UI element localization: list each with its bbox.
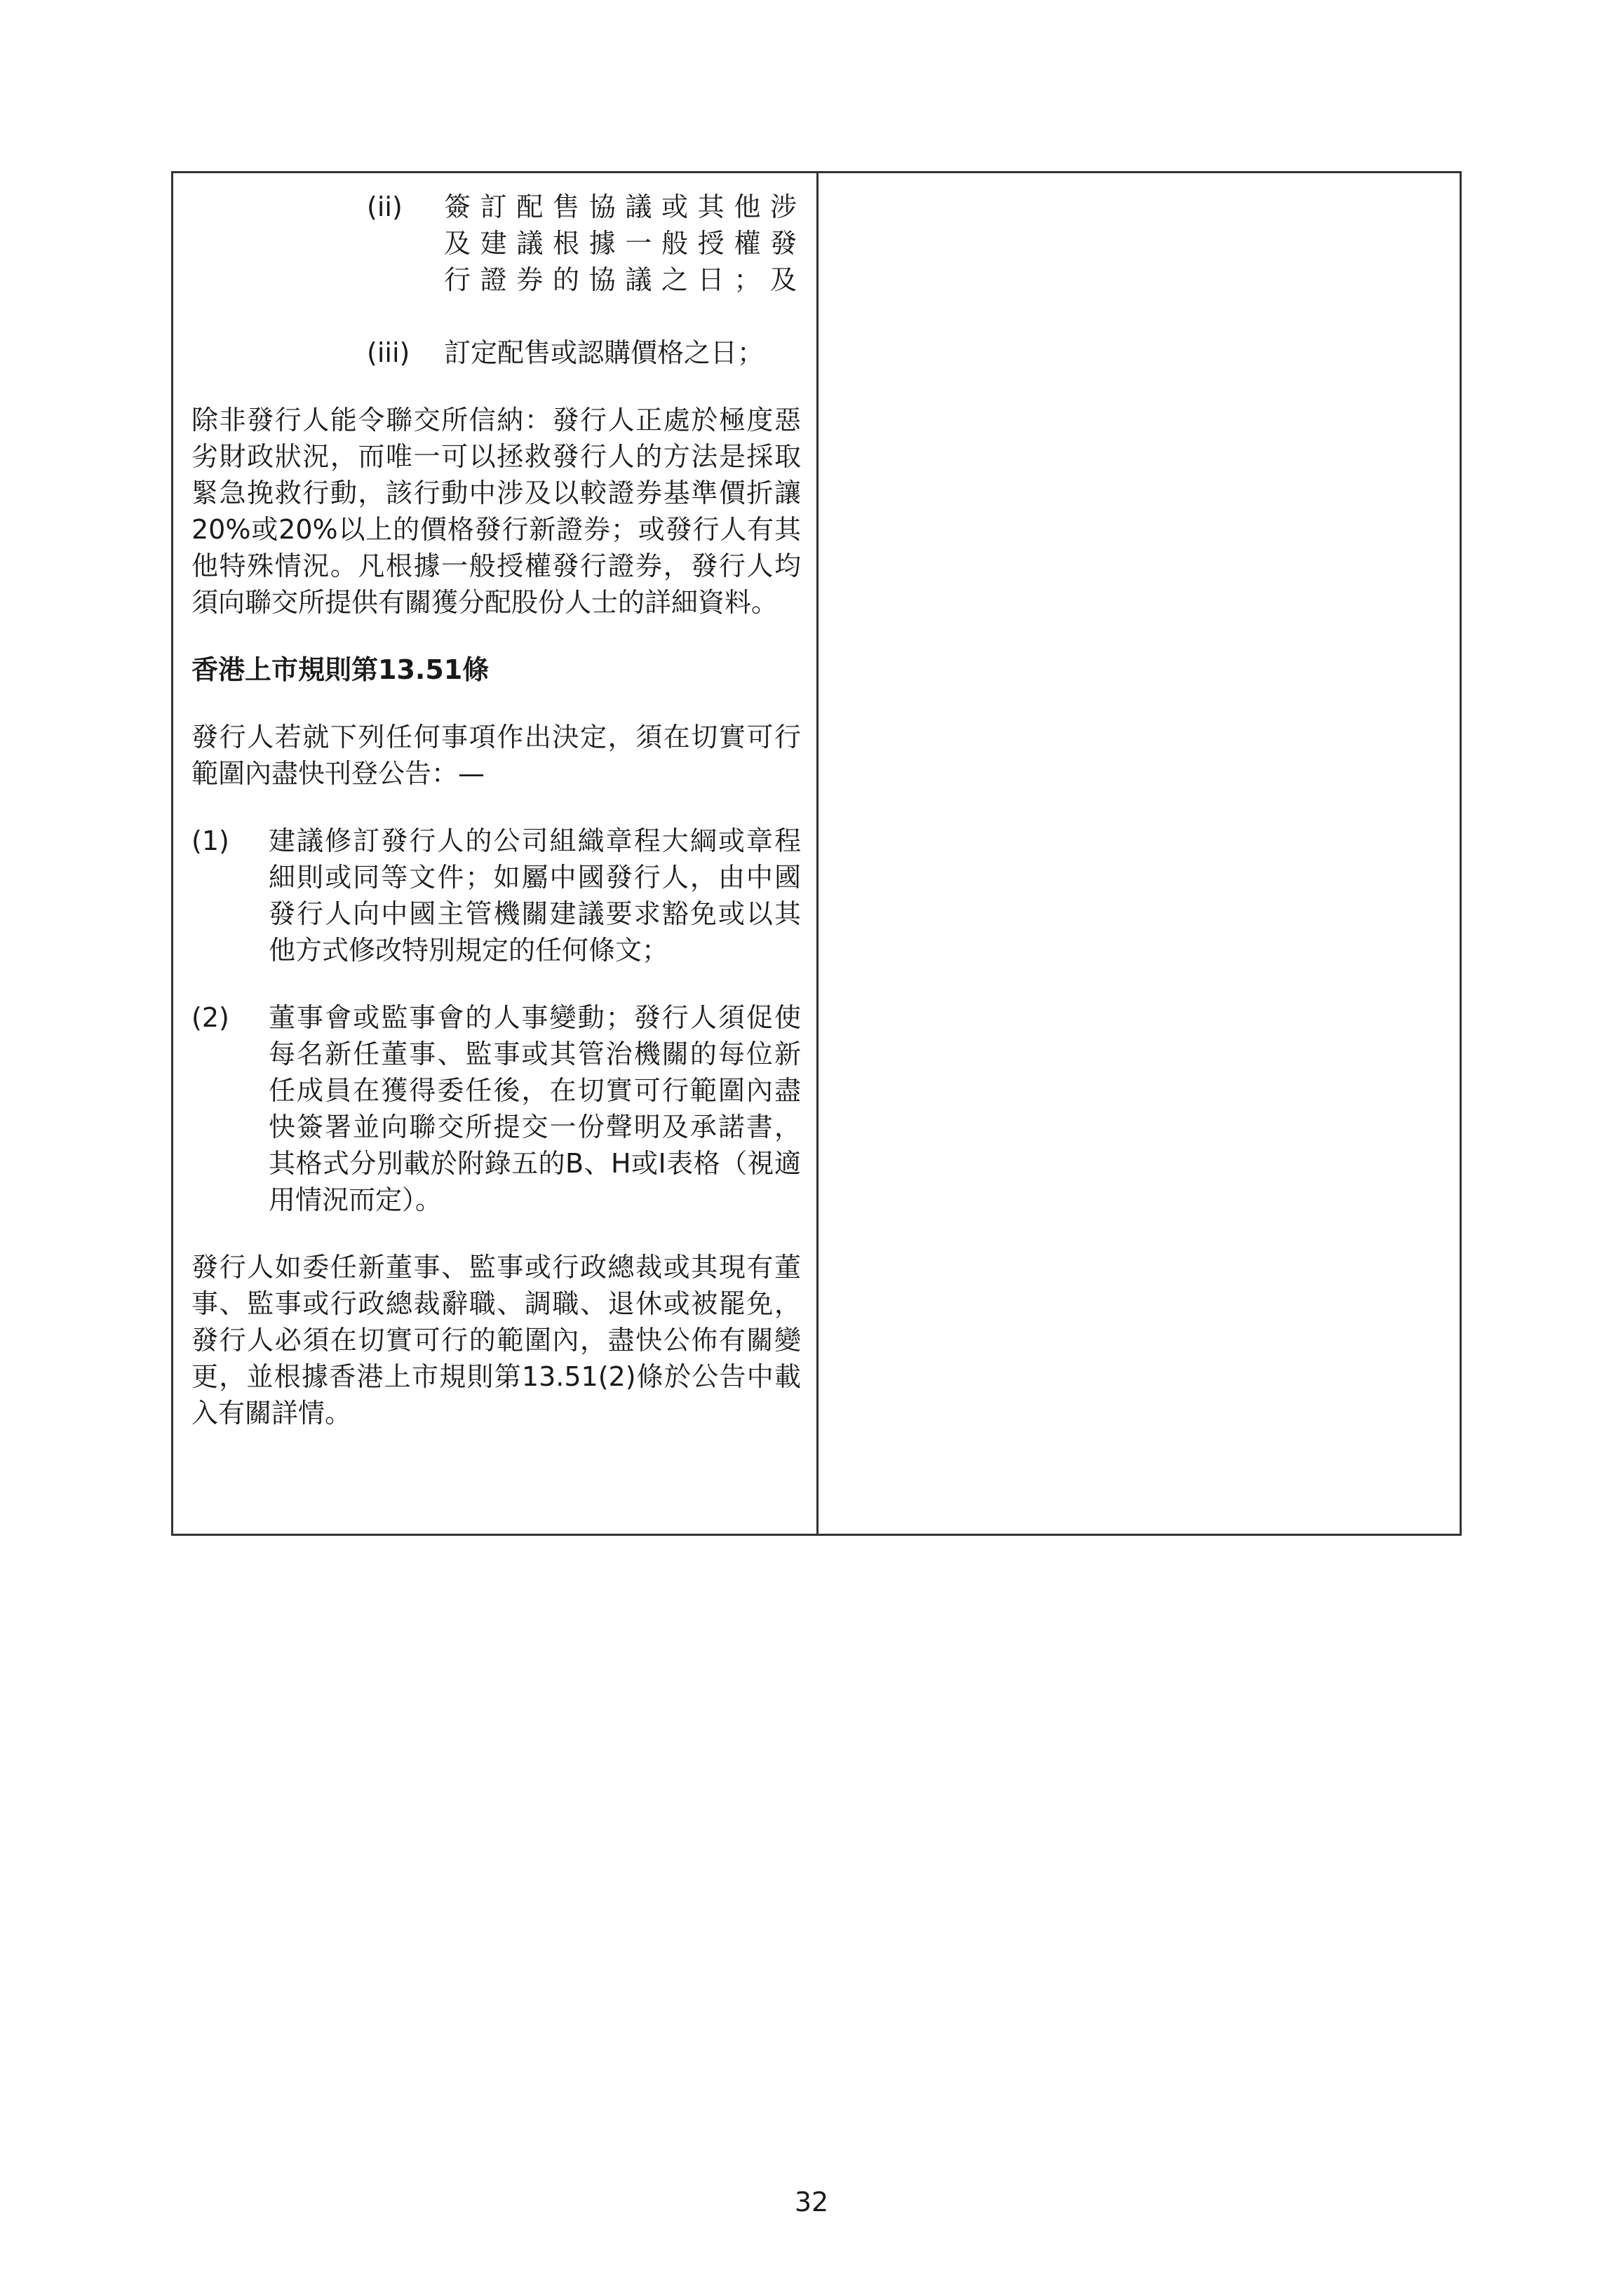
left-column xyxy=(173,173,819,1534)
paragraph-director-changes: 發行人如委任新董事、監事或行政總裁或其現有董事、監事或行政總裁辭職、調職、退休或被罷免，發行人必須在切實可行的範圍內，盡快公佈有關變更，並根據香港上市規則第13.51(2)條於公告中載入有關詳情。 xyxy=(191,1252,801,1429)
sub-item-iii xyxy=(367,335,801,371)
sub-item-line: 簽訂配售協議或其他涉 xyxy=(444,191,801,222)
sub-item-number: (ii) xyxy=(367,191,403,222)
numbered-item-label: (1) xyxy=(191,825,229,856)
numbered-item-label: (2) xyxy=(191,1002,229,1033)
sub-item-text xyxy=(444,189,801,298)
sub-item-number: (iii) xyxy=(367,337,410,368)
page-number: 32 xyxy=(794,2187,829,2217)
sub-item-line: 行證券的協議之日；及 xyxy=(444,264,801,295)
paragraph-discount-rule: 除非發行人能令聯交所信納：發行人正處於極度惡劣財政狀況，而唯一可以拯救發行人的方法是採取緊急挽救行動，該行動中涉及以較證券基準價折讓20%或20%以上的價格發行新證券；或發行人有其他特殊情況。凡根據一般授權發行證券，發行人均須向聯交所提供有關獲分配股份人士的詳細資料。 xyxy=(191,405,801,618)
numbered-item-text: 建議修訂發行人的公司組織章程大綱或章程細則或同等文件；如屬中國發行人，由中國發行人向中國主管機關建議要求豁免或以其他方式修改特別規定的任何條文； xyxy=(269,825,801,966)
sub-item-text: 訂定配售或認購價格之日； xyxy=(444,337,765,368)
document-table xyxy=(171,171,1462,1536)
section-heading: 香港上市規則第13.51條 xyxy=(191,654,490,685)
numbered-item-text: 董事會或監事會的人事變動；發行人須促使每名新任董事、監事或其管治機關的每位新任成員在獲得委任後，在切實可行範圍內盡快簽署並向聯交所提交一份聲明及承諾書，其格式分別載於附錄五的B、H或I表格（視適用情況而定）。 xyxy=(269,1002,801,1215)
paragraph-announcement-intro: 發行人若就下列任何事項作出決定，須在切實可行範圍內盡快刊登公告：— xyxy=(191,722,801,789)
sub-item-line: 及建議根據一般授權發 xyxy=(444,228,801,259)
numbered-item-2 xyxy=(191,999,801,1218)
sub-item-ii xyxy=(367,189,801,298)
right-column xyxy=(819,173,1460,1534)
numbered-item-1 xyxy=(191,823,801,968)
